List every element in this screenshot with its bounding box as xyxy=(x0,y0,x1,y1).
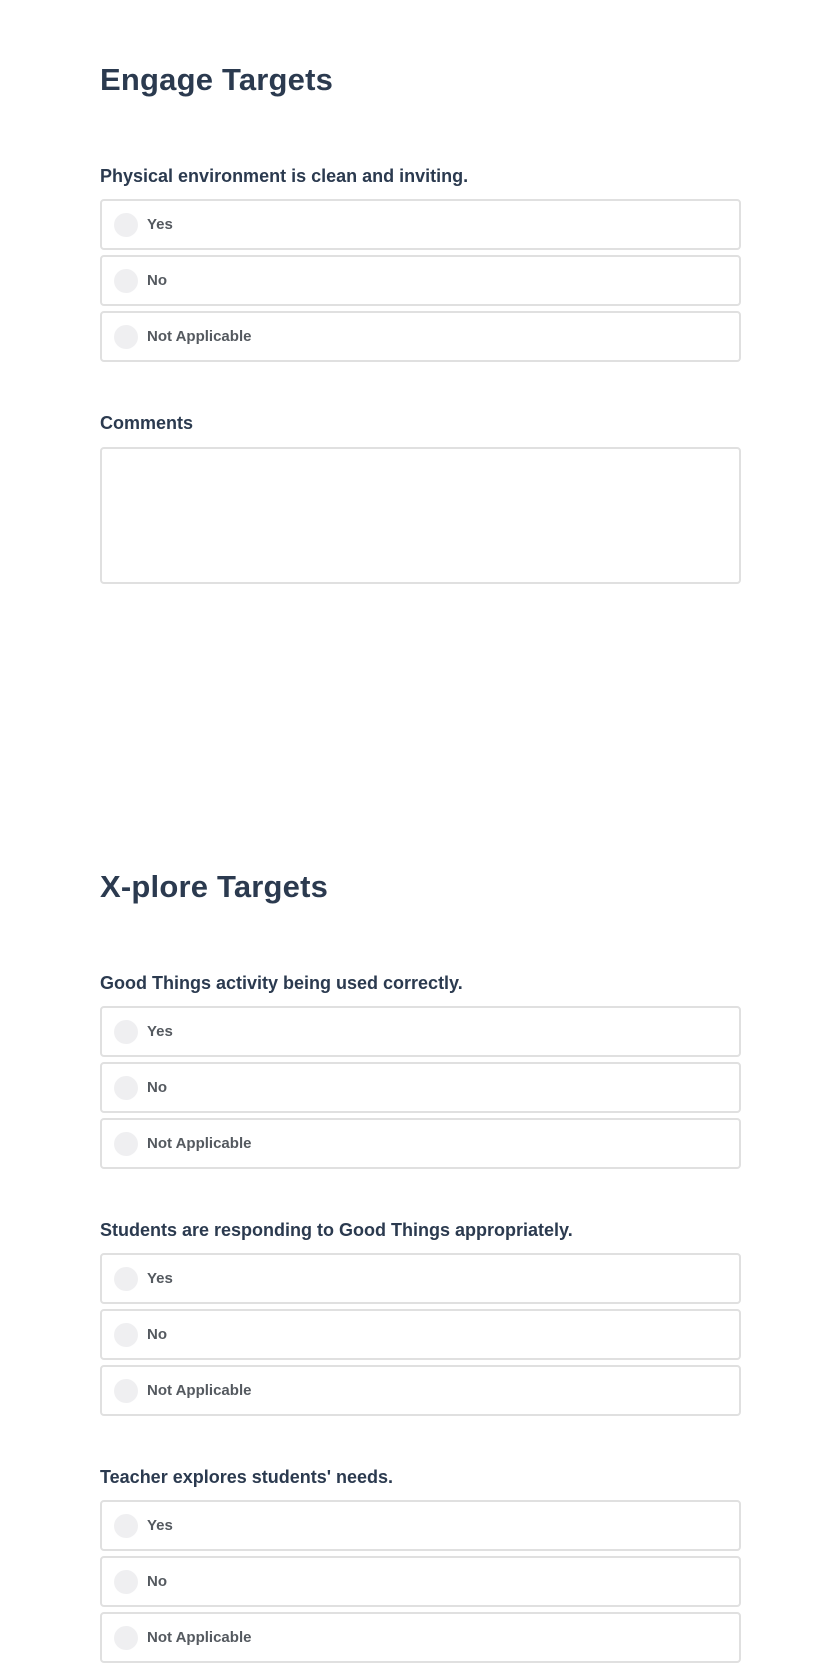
option-label: Yes xyxy=(147,216,173,233)
option-good-things-activity-yes[interactable] xyxy=(100,1006,741,1057)
radio-button-icon[interactable] xyxy=(114,1020,138,1044)
option-physical-environment-no[interactable] xyxy=(100,255,741,306)
radio-button-icon[interactable] xyxy=(114,325,138,349)
option-teacher-explores-not-applicable[interactable] xyxy=(100,1612,741,1663)
option-teacher-explores-yes[interactable] xyxy=(100,1500,741,1551)
radio-button-icon[interactable] xyxy=(114,213,138,237)
radio-button-icon[interactable] xyxy=(114,1267,138,1291)
comments-textarea[interactable] xyxy=(100,447,741,584)
comments-label: Comments xyxy=(100,413,194,433)
radio-button-icon[interactable] xyxy=(114,1626,138,1650)
section-title-engage: Engage Targets xyxy=(100,62,334,97)
option-good-things-activity-not-applicable[interactable] xyxy=(100,1118,741,1169)
option-label: Not Applicable xyxy=(147,1382,252,1399)
option-label: No xyxy=(147,1079,167,1096)
option-physical-environment-yes[interactable] xyxy=(100,199,741,250)
radio-button-icon[interactable] xyxy=(114,1570,138,1594)
option-label: Yes xyxy=(147,1023,173,1040)
question-label-students-responding: Students are responding to Good Things appropriately. xyxy=(100,1220,573,1240)
option-students-responding-no[interactable] xyxy=(100,1309,741,1360)
option-label: No xyxy=(147,272,167,289)
option-label: Not Applicable xyxy=(147,1629,252,1646)
radio-button-icon[interactable] xyxy=(114,1076,138,1100)
option-label: Yes xyxy=(147,1517,173,1534)
option-label: Yes xyxy=(147,1270,173,1287)
option-good-things-activity-no[interactable] xyxy=(100,1062,741,1113)
option-label: Not Applicable xyxy=(147,328,252,345)
option-physical-environment-not-applicable[interactable] xyxy=(100,311,741,362)
option-label: Not Applicable xyxy=(147,1135,252,1152)
option-label: No xyxy=(147,1326,167,1343)
option-teacher-explores-no[interactable] xyxy=(100,1556,741,1607)
option-students-responding-yes[interactable] xyxy=(100,1253,741,1304)
section-title-xplore: X-plore Targets xyxy=(100,869,329,904)
question-label-good-things-activity: Good Things activity being used correctly. xyxy=(100,973,463,993)
option-label: No xyxy=(147,1573,167,1590)
radio-button-icon[interactable] xyxy=(114,1132,138,1156)
radio-button-icon[interactable] xyxy=(114,269,138,293)
question-label-teacher-explores: Teacher explores students' needs. xyxy=(100,1467,394,1487)
radio-button-icon[interactable] xyxy=(114,1514,138,1538)
question-label-physical-environment: Physical environment is clean and inviting. xyxy=(100,166,469,186)
radio-button-icon[interactable] xyxy=(114,1379,138,1403)
radio-button-icon[interactable] xyxy=(114,1323,138,1347)
option-students-responding-not-applicable[interactable] xyxy=(100,1365,741,1416)
